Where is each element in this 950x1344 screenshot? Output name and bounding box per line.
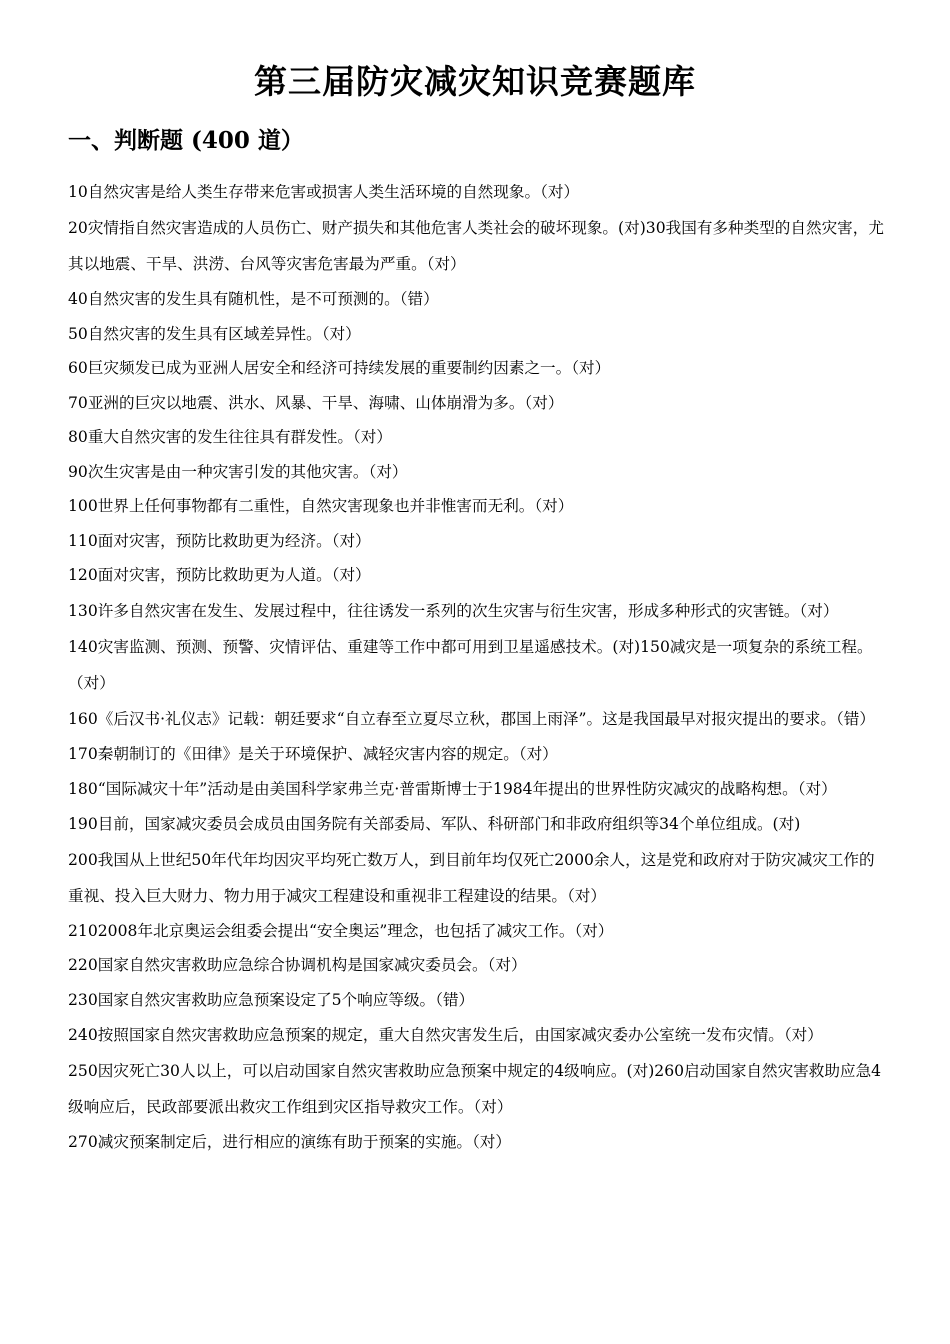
- question-item: 110面对灾害，预防比救助更为经济。（对）: [68, 531, 371, 550]
- question-item: 80重大自然灾害的发生往往具有群发性。（对）: [68, 428, 392, 446]
- question-item: 250因灾死亡30人以上，可以启动国家自然灾害救助应急预案中规定的4级响应。(对)260启动国家自然灾害救助应急4级响应后，民政部要派出救灾工作组到灾区指导救灾工作。（对）: [68, 1062, 882, 1116]
- question-item: 270减灾预案制定后，进行相应的演练有助于预案的实施。（对）: [68, 1133, 511, 1151]
- question-item: 10自然灾害是给人类生存带来危害或损害人类生活环境的自然现象。（对）: [68, 183, 580, 201]
- document-title: 第三届防灾减灾知识竞赛题库: [254, 62, 696, 101]
- question-list: [68, 174, 890, 1160]
- question-item: 2102008年北京奥运会组委会提出“安全奥运”理念，也包括了减灾工作。（对）: [68, 921, 614, 940]
- question-item: 100世界上任何事物都有二重性，自然灾害现象也并非惟害而无利。（对）: [68, 497, 574, 515]
- question-item: 20灾情指自然灾害造成的人员伤亡、财产损失和其他危害人类社会的破坏现象。(对)30我国有多种类型的自然灾害，尤其以地震、干旱、洪涝、台风等灾害危害最为严重。（对）: [68, 219, 884, 273]
- question-item: 200我国从上世纪50年代年均因灾平均死亡数万人，到目前年均仅死亡2000余人，这是党和政府对于防灾减灾工作的重视、投入巨大财力、物力用于减灾工程建设和重视非工程建设的结果。（对）: [68, 850, 875, 905]
- question-item: 40自然灾害的发生具有随机性，是不可预测的。（错）: [68, 290, 439, 308]
- question-item: 240按照国家自然灾害救助应急预案的规定，重大自然灾害发生后，由国家减灾委办公室统一发布灾情。（对）: [68, 1026, 823, 1044]
- section-heading: 一、判断题 (400 道）: [68, 127, 304, 154]
- question-item: 180“国际减灾十年”活动是由美国科学家弗兰克·普雷斯博士于1984年提出的世界性防灾减灾的战略构想。（对）: [68, 780, 837, 798]
- question-item: 140灾害监测、预测、预警、灾情评估、重建等工作中都可用到卫星遥感技术。(对)150减灾是一项复杂的系统工程。（对）: [68, 637, 873, 692]
- question-item: 60巨灾频发已成为亚洲人居安全和经济可持续发展的重要制约因素之一。（对）: [68, 359, 611, 377]
- question-item: 90次生灾害是由一种灾害引发的其他灾害。（对）: [68, 462, 408, 481]
- question-item: 230国家自然灾害救助应急预案设定了5个响应等级。（错）: [68, 990, 475, 1009]
- question-item: 160《后汉书·礼仪志》记载：朝廷要求“自立春至立夏尽立秋，郡国上雨泽”。这是我国最早对报灾提出的要求。（错）: [68, 709, 875, 728]
- question-item: 220国家自然灾害救助应急综合协调机构是国家减灾委员会。（对）: [68, 956, 527, 974]
- question-item: 190目前，国家减灾委员会成员由国务院有关部委局、军队、科研部门和非政府组织等34个单位组成。(对): [68, 815, 801, 833]
- question-item: 120面对灾害，预防比救助更为人道。（对）: [68, 566, 371, 584]
- question-item: 170秦朝制订的《田律》是关于环境保护、减轻灾害内容的规定。（对）: [68, 744, 558, 763]
- question-item: 130许多自然灾害在发生、发展过程中，往往诱发一系列的次生灾害与衍生灾害，形成多种形式的灾害链。（对）: [68, 601, 839, 620]
- question-item: 70亚洲的巨灾以地震、洪水、风暴、干旱、海啸、山体崩滑为多。（对）: [68, 393, 564, 412]
- question-item: 50自然灾害的发生具有区域差异性。（对）: [68, 324, 361, 343]
